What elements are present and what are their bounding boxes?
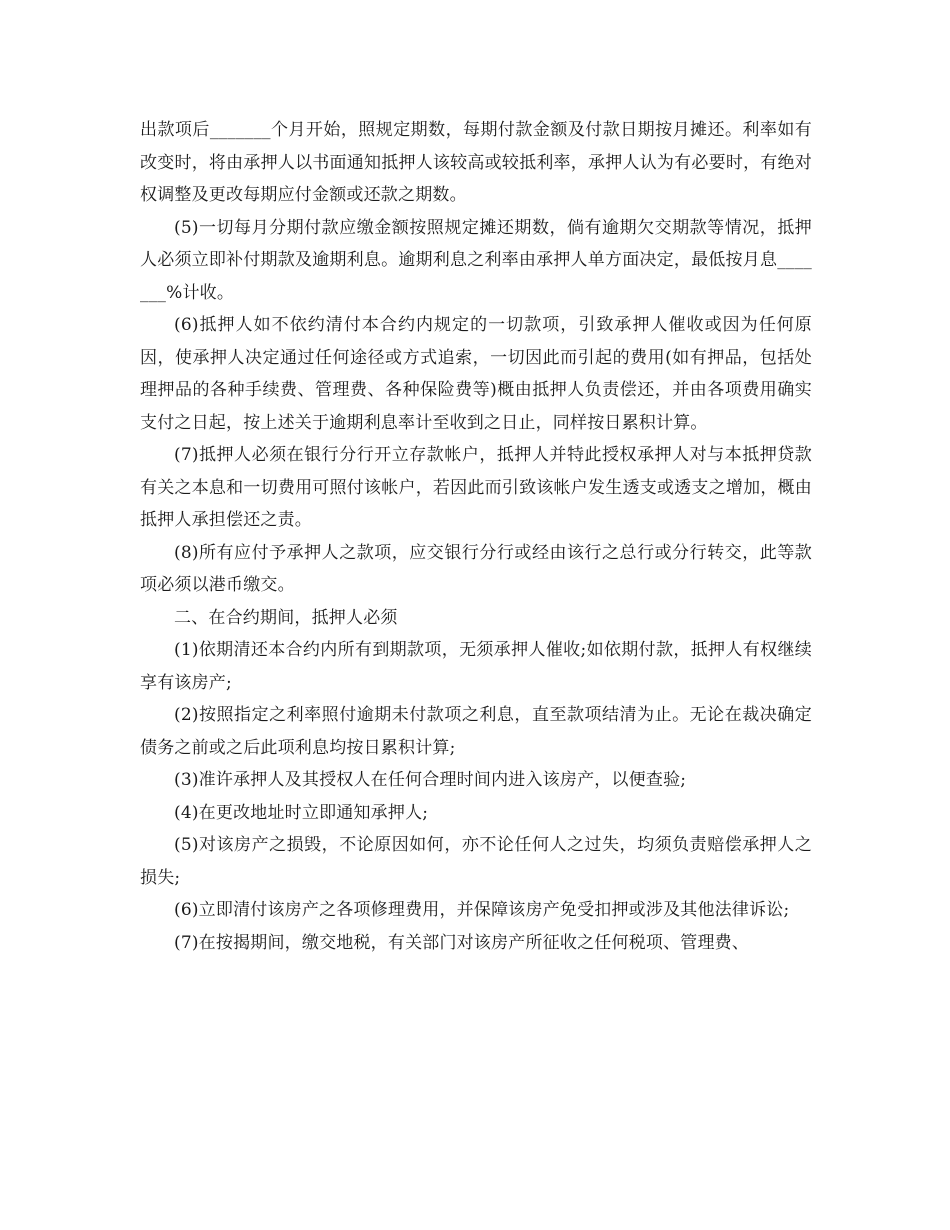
paragraph-repayment-terms: 出款项后_______个月开始，照规定期数，每期付款金额及付款日期按月摊还。利率如有改变时，将由承押人以书面通知抵押人该较高或较抵利率，承押人认为有必要时，有绝对权调整及更改每期应付金额或还款之期数。 [140, 120, 812, 205]
document-body [140, 114, 812, 959]
section-heading-mortgagor-obligations: 二、在合约期间，抵押人必须 [174, 607, 398, 628]
paragraph-clause-5-installments: (5)一切每月分期付款应缴金额按照规定摊还期数，倘有逾期欠交期款等情况，抵押人必须立即补付期款及逾期利息。逾期利息之利率由承押人单方面决定，最低按月息_______%计收。 [140, 217, 812, 303]
paragraph-obligation-5: (5)对该房产之损毁，不论原因如何，亦不论任何人之过失，均须负责赔偿承押人之损失; [140, 835, 812, 888]
paragraph-obligation-1: (1)依期清还本合约内所有到期款项，无须承押人催收;如依期付款，抵押人有权继续享有该房产; [140, 640, 812, 693]
paragraph-obligation-4: (4)在更改地址时立即通知承押人; [174, 802, 429, 823]
paragraph-obligation-2: (2)按照指定之利率照付逾期未付款项之利息，直至款项结清为止。无论在裁决确定债务之前或之后此项利息均按日累积计算; [140, 705, 812, 758]
paragraph-clause-7-bank-account: (7)抵押人必须在银行分行开立存款帐户，抵押人并特此授权承押人对与本抵押贷款有关之本息和一切费用可照付该帐户，若因此而引致该帐户发生透支或透支之增加，概由抵押人承担偿还之责。 [140, 445, 812, 530]
paragraph-obligation-7: (7)在按揭期间，缴交地税，有关部门对该房产所征收之任何税项、管理费、 [174, 932, 750, 953]
paragraph-obligation-3: (3)准许承押人及其授权人在任何合理时间内进入该房产，以便查验; [174, 770, 687, 790]
paragraph-clause-6-collection-costs: (6)抵押人如不依约清付本合约内规定的一切款项，引致承押人催收或因为任何原因，使承押人决定通过任何途径或方式追索，一切因此而引起的费用(如有押品，包括处理押品的各种手续费、管理费、各种保险费等)概由抵押人负责偿还，并由各项费用确实支付之日起，按上述关于逾期利息率计至收到之日止，同样按日累积计算。 [140, 315, 812, 433]
paragraph-obligation-6: (6)立即清付该房产之各项修理费用，并保障该房产免受扣押或涉及其他法律诉讼; [174, 900, 790, 920]
paragraph-clause-8-payment-currency: (8)所有应付予承押人之款项，应交银行分行或经由该行之总行或分行转交，此等款项必须以港币缴交。 [140, 542, 812, 595]
